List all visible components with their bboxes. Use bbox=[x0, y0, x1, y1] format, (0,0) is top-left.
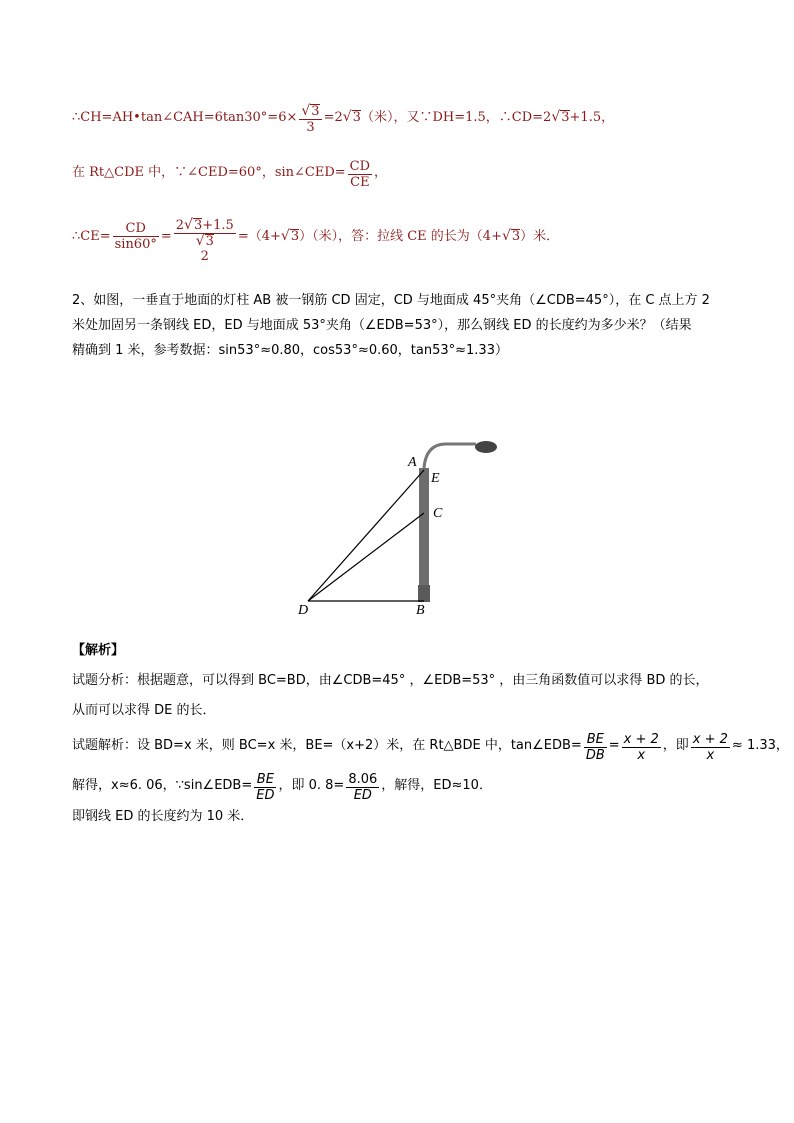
text: +1.5 bbox=[202, 218, 234, 233]
text: ）（米），答：拉线 CE 的长为（4+ bbox=[299, 229, 502, 244]
label-d: D bbox=[298, 603, 309, 618]
text: ）米． bbox=[520, 229, 560, 244]
radicand: 3 bbox=[352, 110, 361, 125]
lamp-arm bbox=[424, 444, 476, 468]
prev-solution-line-2 bbox=[72, 159, 387, 190]
text: 2 bbox=[175, 218, 185, 233]
text: +1.5， bbox=[569, 110, 615, 125]
analysis-conclusion: 即钢线 ED 的长度约为 10 米． bbox=[72, 809, 254, 824]
analysis-line: 试题分析：根据题意，可以得到 BC=BD，由∠CDB=45° ，∠EDB=53° ，由三角函数值可以求得 BD 的长， bbox=[72, 673, 709, 688]
fraction bbox=[346, 772, 379, 803]
text: ， bbox=[374, 165, 388, 180]
problem-line-1: 2、如图，一垂直于地面的灯柱 AB 被一钢筋 CD 固定，CD 与地面成 45°夹角（∠CDB=45°），在 C 点上方 2 bbox=[72, 293, 710, 308]
radicand: 3 bbox=[193, 218, 203, 233]
fraction: $\frac{√3}{3}$ bbox=[301, 103, 320, 135]
numerator: BE bbox=[254, 772, 276, 788]
label-b: B bbox=[416, 603, 425, 618]
text: （米），又∵DH=1.5，∴CD=2 bbox=[360, 110, 552, 125]
problem-statement bbox=[72, 288, 722, 363]
label-c: C bbox=[433, 506, 443, 521]
text: 试题解析：设 BD=x 米，则 BC=x 米，BE=（x+2）米，在 Rt△BDE 中，tan∠EDB= bbox=[72, 738, 582, 753]
problem-line-2: 米处加固另一条钢线 ED，ED 与地面成 53°夹角（∠EDB=53°），那么钢线 ED 的长度约为多少米？（结果 bbox=[72, 318, 692, 333]
text: ≈ 1.33， bbox=[731, 738, 789, 753]
numerator: x + 2 bbox=[623, 732, 659, 747]
text: ，即 0. 8= bbox=[278, 778, 345, 793]
denominator: DB bbox=[585, 748, 605, 763]
denominator: ED bbox=[353, 788, 372, 803]
label-a: A bbox=[408, 455, 417, 470]
radicand: 3 bbox=[311, 104, 320, 119]
analysis-paragraph-1 bbox=[72, 666, 722, 726]
fraction bbox=[691, 732, 730, 763]
denominator: 3 bbox=[306, 120, 315, 135]
numerator: BE bbox=[584, 732, 607, 748]
denominator: x bbox=[706, 748, 715, 763]
analysis-paragraph-3 bbox=[72, 772, 492, 803]
text: = bbox=[608, 738, 620, 753]
denominator: ED bbox=[256, 788, 275, 803]
lamp-head bbox=[475, 441, 497, 453]
text: ，即 bbox=[662, 738, 689, 753]
analysis-line: 从而可以求得 DE 的长． bbox=[72, 703, 216, 718]
denominator: sin60° bbox=[114, 237, 157, 252]
wire-cd bbox=[308, 513, 424, 601]
analysis-heading: 【解析】 bbox=[72, 643, 125, 658]
denominator: x bbox=[637, 748, 646, 763]
radicand: 3 bbox=[205, 234, 214, 249]
fraction bbox=[584, 732, 607, 763]
text: 2 bbox=[200, 249, 209, 264]
prev-solution-line-3: ∴CE= $\frac{CD}{\sin 60^\circ}$ = 2√3+1.5 √3 2 =（4+√3）（米），答：拉线 CE 的长为（4+√3）米． bbox=[72, 217, 560, 264]
text: ，解得，ED≈10． bbox=[381, 778, 492, 793]
lamp-pole bbox=[419, 468, 429, 602]
numerator: CD bbox=[349, 159, 371, 174]
text: 在 Rt△CDE 中，∵∠CED=60°，sin∠CED= bbox=[72, 165, 346, 180]
wire-ad bbox=[308, 470, 424, 601]
denominator: CE bbox=[350, 175, 370, 190]
radicand: 3 bbox=[561, 110, 570, 125]
fraction: 2√3+1.5 √3 2 bbox=[175, 217, 234, 264]
analysis-paragraph-2 bbox=[72, 732, 789, 763]
text: 解得，x≈6. 06，∵sin∠EDB= bbox=[72, 778, 253, 793]
text: ∴CE= bbox=[72, 229, 111, 244]
numerator: 8.06 bbox=[348, 772, 378, 787]
lamp-pole-base bbox=[418, 585, 430, 602]
text: ∴CH=AH•tan∠CAH=6tan30°=6× bbox=[72, 110, 298, 125]
fraction bbox=[113, 221, 159, 252]
fraction bbox=[622, 732, 661, 763]
radicand: 3 bbox=[290, 229, 300, 244]
numerator: x + 2 bbox=[692, 732, 728, 747]
label-e: E bbox=[431, 471, 440, 486]
text: =（4+ bbox=[237, 229, 281, 244]
text: = bbox=[160, 229, 172, 244]
prev-solution-line-1: ∴CH=AH•tan∠CAH=6tan30°=6× $\frac{√3}{3}$ =2√3（米），又∵DH=1.5，∴CD=2√3+1.5， bbox=[72, 103, 615, 135]
text: =2 bbox=[323, 110, 343, 125]
fraction bbox=[348, 159, 372, 190]
problem-line-3: 精确到 1 米，参考数据：sin53°≈0.80，cos53°≈0.60，tan53°≈1.33） bbox=[72, 343, 508, 358]
radicand: 3 bbox=[511, 229, 521, 244]
numerator: CD bbox=[113, 221, 159, 237]
fraction bbox=[254, 772, 276, 803]
